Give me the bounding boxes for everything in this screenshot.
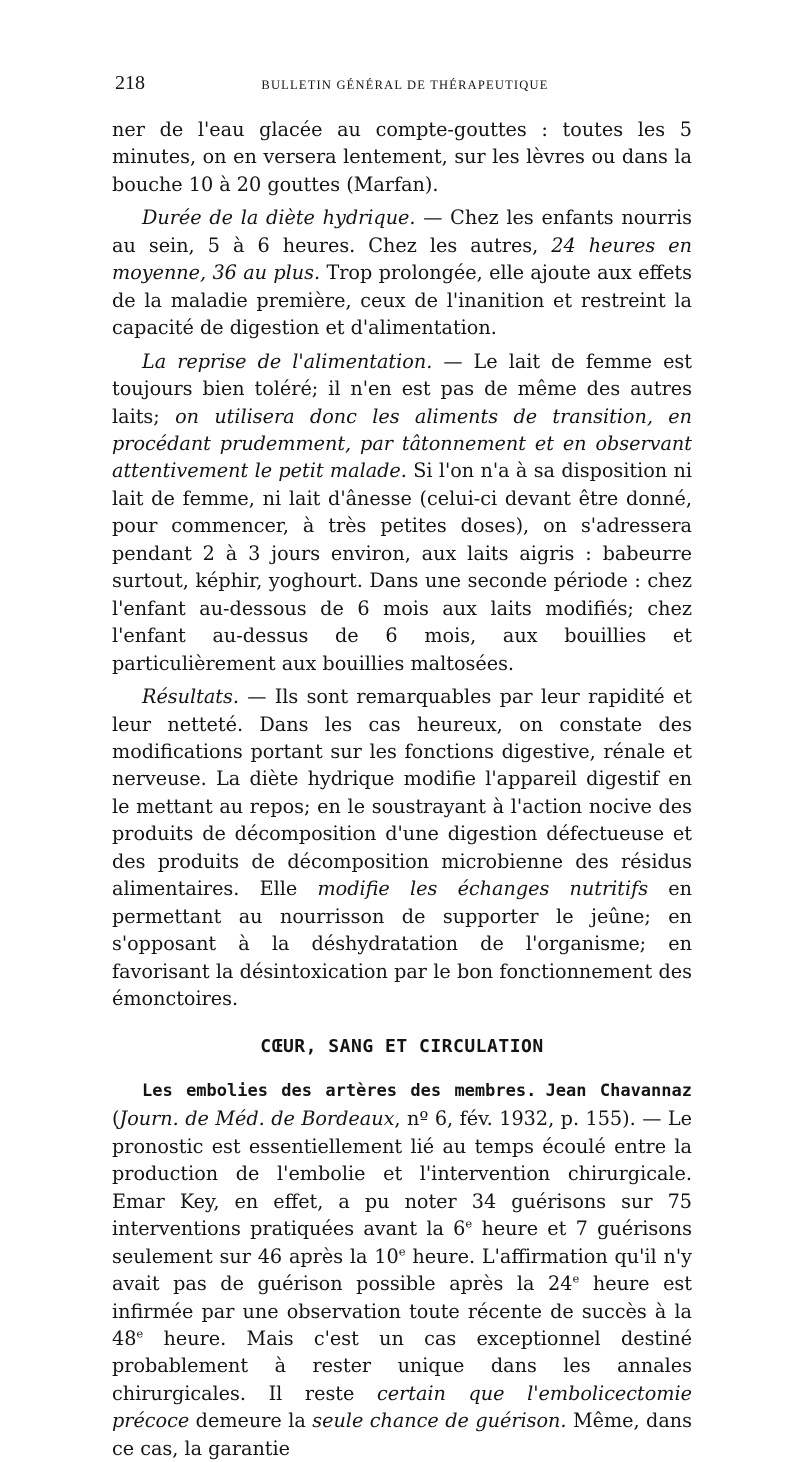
journal-name: Journ. de Méd. de Bordeaux: [119, 1107, 395, 1131]
paragraph-results: [112, 683, 692, 1012]
paragraph-text: heure. L'affirmation qu'il n'y avait pas de guérison possible après la 24: [112, 1244, 692, 1296]
body-text: [112, 116, 692, 1462]
paragraph-text: heure et 7 guérisons seulement sur 46 après la 10: [112, 1217, 692, 1268]
page-number: 218: [115, 72, 145, 94]
emphasis-text: on utilisera donc les aliments de transition, en procédant prudemment, par tâtonnement et en observant attentivement le petit malade.: [112, 404, 692, 483]
page-header: [115, 72, 695, 96]
paragraph-text: (: [112, 1107, 120, 1131]
paragraph-text: — Le pronostic est essentiellement lié au temps écoulé entre la production de l'embolie et l'intervention chirurgicale. Emar Key, en effet, a pu noter 34 guérisons sur 75 interventions pratiquées avant la 6: [112, 1107, 692, 1241]
superscript: e: [136, 1326, 144, 1341]
emphasis-text: 24 heures en moyenne, 36 au plus.: [112, 233, 692, 285]
paragraph-text: Trop prolongée, elle ajoute aux effets de la maladie première, ceux de l'inanition et restreint la capacité de digestion et d'alimentation.: [112, 261, 692, 340]
paragraph-text: — Le lait de femme est toujours bien toléré; il n'en est pas de même des autres laits;: [112, 349, 692, 428]
superscript: e: [572, 1271, 580, 1286]
superscript: e: [465, 1216, 473, 1231]
paragraph-text: heure est infirmée par une observation toute récente de succès à la 48: [112, 1272, 692, 1351]
paragraph-feeding-resumption: [112, 348, 692, 677]
paragraph-diet-duration: [112, 204, 692, 341]
paragraph-text: heure. Mais c'est un cas exceptionnel destiné probablement à rester unique dans les annales chirurgicales. Il reste: [112, 1327, 692, 1405]
paragraph-text: en permettant au nourrisson de supporter le jeûne; en s'opposant à la déshydratation de l'organisme; en favorisant la désintoxication par le bon fonctionnement des émonctoires.: [112, 877, 692, 1011]
paragraph-title: Durée de la diète hydrique.: [142, 206, 416, 230]
citation-text: , nº 6, fév. 1932, p. 155).: [394, 1107, 636, 1131]
paragraph-text: — Chez les enfants nourris au sein, 5 à 6 heures. Chez les autres,: [112, 206, 692, 257]
paragraph-text: demeure la: [189, 1409, 313, 1433]
emphasis-text: certain que l'embolicectomie précoce: [112, 1381, 692, 1433]
paragraph-text: ner de l'eau glacée au compte-gouttes : toutes les 5 minutes, on en versera lentement, sur les lèvres ou dans la bouche 10 à 20 gouttes (Marfan).: [112, 118, 692, 196]
article-author: Jean Chavannaz: [545, 1080, 692, 1101]
article-title: Les embolies des artères des membres.: [142, 1080, 537, 1101]
paragraph-text: Si l'on n'a à sa disposition ni lait de femme, ni lait d'ânesse (celui-ci devant être donné, pour commencer, à très petites doses), on s'adressera pendant 2 à 3 jours environ, aux laits aigris : babeurre surtout, képhir, yoghourt. Dans une seconde période : chez l'enfant au-dessous de 6 mois aux laits modifiés; chez l'enfant au-dessus de 6 mois, aux bouillies et particulièrement aux bouillies maltosées.: [112, 459, 692, 675]
paragraph-title: La reprise de l'alimentation.: [142, 349, 433, 373]
paragraph-text: Même, dans ce cas, la garantie: [112, 1409, 692, 1460]
paragraph-text: — Ils sont remarquables par leur rapidité et leur netteté. Dans les cas heureux, on constate des modifications portant sur les fonctions digestive, rénale et nerveuse. La diète hydrique modifie l'appareil digestif en le mettant au repos; en le soustrayant à l'action nocive des produits de décomposition d'une digestion défectueuse et des produits de décomposition microbienne des résidus alimentaires. Elle: [112, 685, 692, 901]
section-heading: CŒUR, SANG ET CIRCULATION: [260, 1035, 544, 1057]
superscript: e: [398, 1244, 406, 1259]
running-title: BULLETIN GÉNÉRAL DE THÉRAPEUTIQUE: [261, 78, 549, 92]
paragraph-title: Résultats.: [142, 685, 239, 709]
paragraph-continuation: [112, 116, 692, 198]
paragraph-article-embolies: [112, 1076, 692, 1462]
emphasis-text: modifie les échanges nutritifs: [317, 877, 649, 901]
emphasis-text: seule chance de guérison.: [312, 1409, 567, 1433]
